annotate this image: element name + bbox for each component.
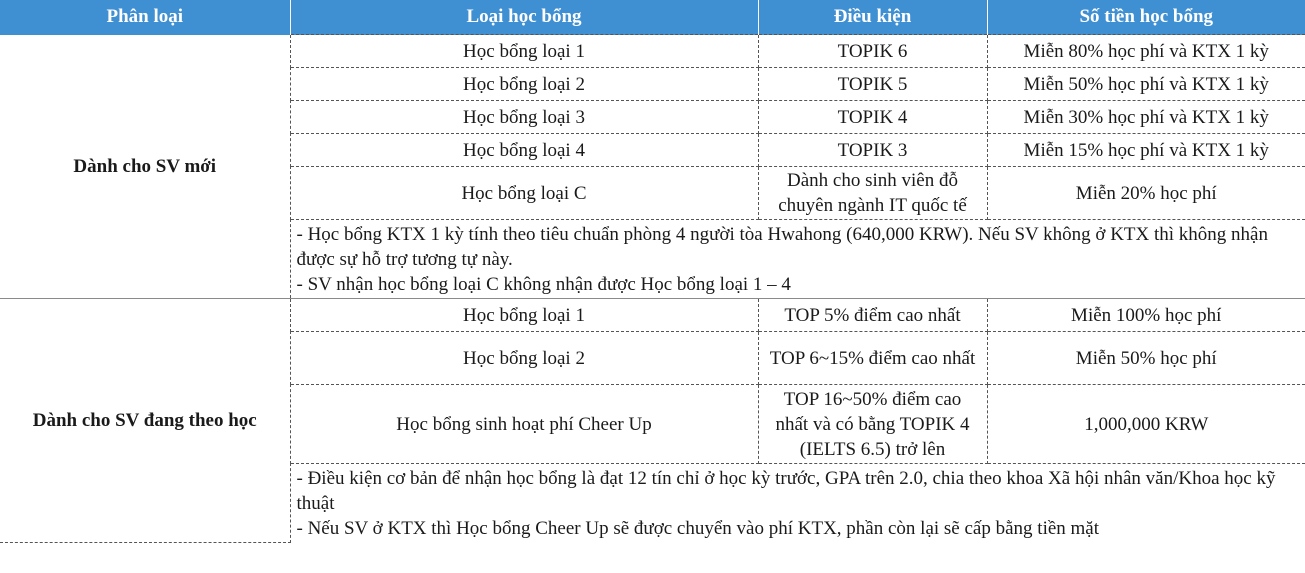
scholarship-type-cell: Học bổng loại 1 [290,35,758,68]
notes-cell [290,220,1305,299]
table-row [0,299,1305,332]
amount-cell: Miễn 20% học phí [987,167,1305,220]
note-text: - Điều kiện cơ bản để nhận học bổng là đạt 12 tín chỉ ở học kỳ trước, GPA trên 2.0, chia theo khoa Xã hội nhân văn/Khoa học kỹ thuật [296,467,1276,514]
notes-cell [290,464,1305,543]
amount-cell: 1,000,000 KRW [987,385,1305,464]
condition-cell: TOPIK 6 [758,35,987,68]
header-amount: Số tiền học bổng [987,0,1305,35]
header-category: Phân loại [0,0,290,35]
condition-cell: Dành cho sinh viên đỗ chuyên ngành IT quốc tế [758,167,987,220]
condition-cell: TOPIK 4 [758,101,987,134]
condition-cell: TOP 5% điểm cao nhất [758,299,987,332]
scholarship-type-cell: Học bổng loại 2 [290,68,758,101]
amount-cell: Miễn 30% học phí và KTX 1 kỳ [987,101,1305,134]
scholarship-type-cell: Học bổng loại 2 [290,332,758,385]
amount-cell: Miễn 100% học phí [987,299,1305,332]
header-condition: Điều kiện [758,0,987,35]
header-row [0,0,1305,35]
condition-cell: TOPIK 3 [758,134,987,167]
amount-cell: Miễn 50% học phí [987,332,1305,385]
scholarship-type-cell: Học bổng loại 3 [290,101,758,134]
condition-cell: TOP 6~15% điểm cao nhất [758,332,987,385]
scholarship-type-cell: Học bổng loại C [290,167,758,220]
condition-cell: TOP 16~50% điểm cao nhất và có bằng TOPIK 4 (IELTS 6.5) trở lên [758,385,987,464]
scholarship-type-cell: Học bổng loại 4 [290,134,758,167]
note-text: - SV nhận học bổng loại C không nhận được Học bổng loại 1 – 4 [296,273,791,295]
note-text: - Nếu SV ở KTX thì Học bổng Cheer Up sẽ được chuyển vào phí KTX, phần còn lại sẽ cấp bằng tiền mặt [296,517,1100,539]
amount-cell: Miễn 15% học phí và KTX 1 kỳ [987,134,1305,167]
amount-cell: Miễn 50% học phí và KTX 1 kỳ [987,68,1305,101]
scholarship-type-cell: Học bổng loại 1 [290,299,758,332]
note-text: - Học bổng KTX 1 kỳ tính theo tiêu chuẩn phòng 4 người tòa Hwahong (640,000 KRW). Nếu SV không ở KTX thì không nhận được sự hỗ trợ tương tự này. [296,223,1268,270]
amount-cell: Miễn 80% học phí và KTX 1 kỳ [987,35,1305,68]
table-row [0,35,1305,68]
group-label-new-students: Dành cho SV mới [0,35,290,299]
scholarship-type-cell: Học bổng sinh hoạt phí Cheer Up [290,385,758,464]
condition-cell: TOPIK 5 [758,68,987,101]
header-scholarship-type: Loại học bổng [290,0,758,35]
group-label-current-students: Dành cho SV đang theo học [0,299,290,543]
